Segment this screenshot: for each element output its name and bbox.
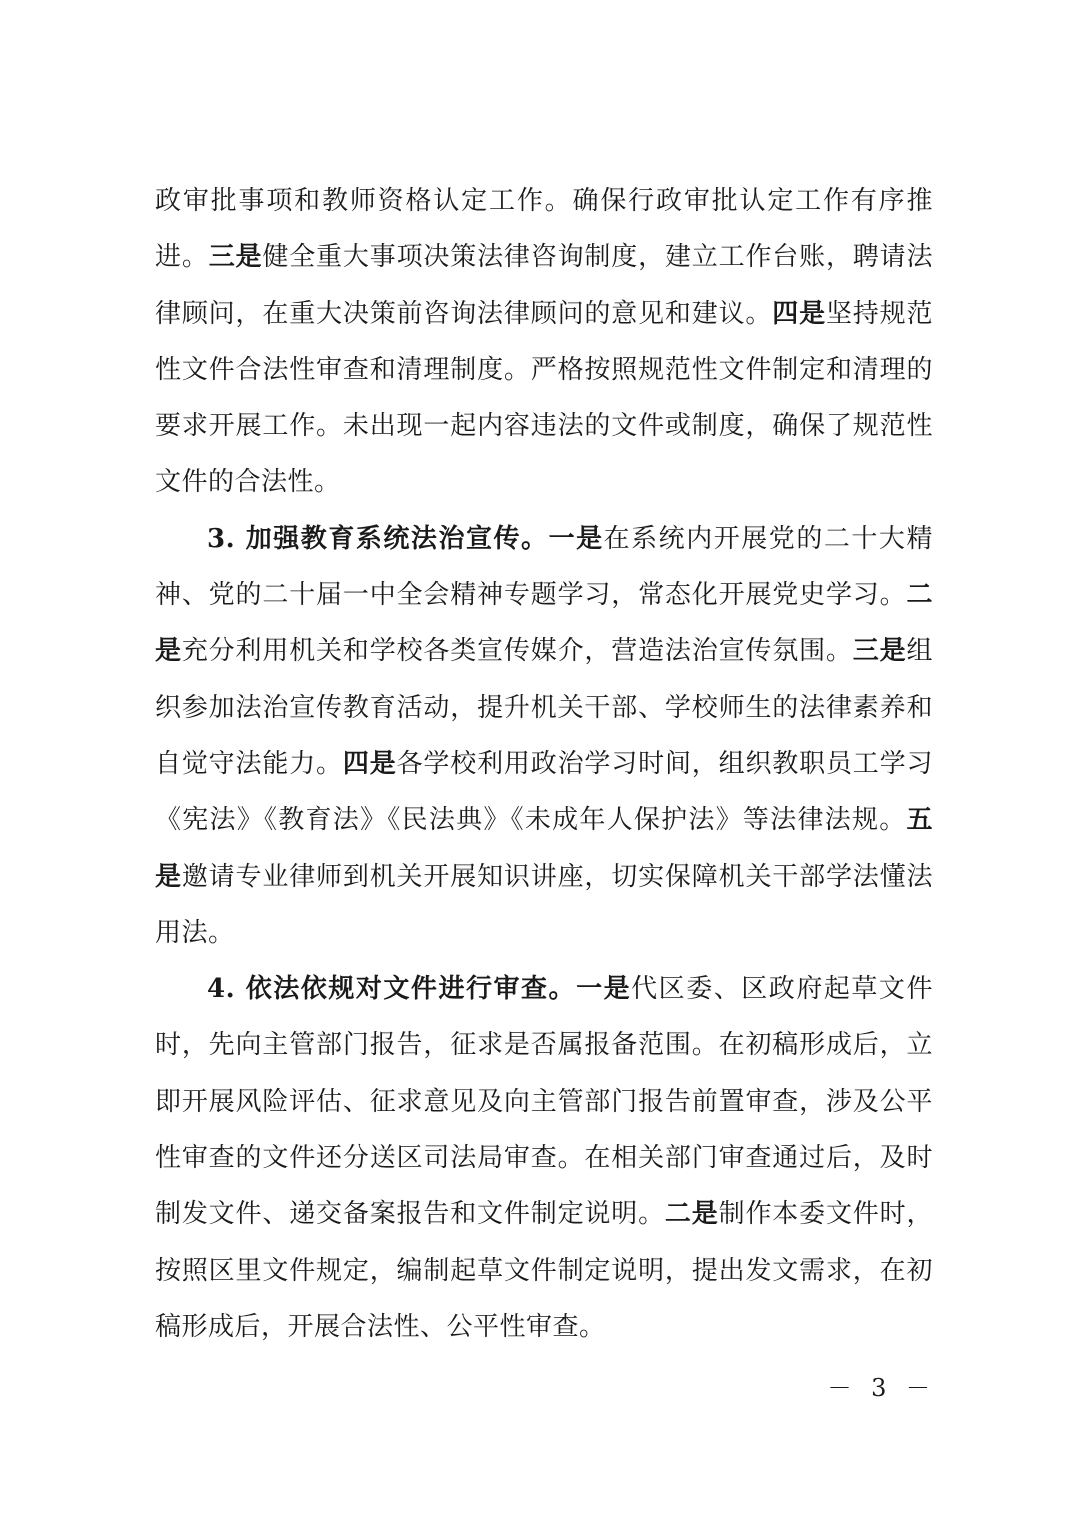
bold-text-segment: 五是 (155, 805, 933, 892)
text-segment: 邀请专业律师到机关开展知识讲座，切实保障机关干部学法懂法用法。 (155, 861, 933, 948)
bold-text-segment: 四是 (772, 298, 826, 329)
body-text (155, 173, 933, 1355)
text-segment: 制作本委文件时，按照区里文件规定，编制起草文件制定说明，提出发文需求，在初稿形成后，开展合法性、公平性审查。 (155, 1199, 933, 1342)
text-segment: 组织参加法治宣传教育活动，提升机关干部、学校师生的法律素养和自觉守法能力。 (155, 636, 933, 779)
bold-text-segment: 三是 (852, 636, 907, 667)
paragraph (155, 173, 933, 511)
text-segment: 代区委、区政府起草文件时，先向主管部门报告，征求是否属报备范围。在初稿形成后，立即开展风险评估、征求意见及向主管部门报告前置审查，涉及公平性审查的文件还分送区司法局审查。在相关部门审查通过后，及时制发文件、递交备案报告和文件制定说明。 (155, 974, 933, 1230)
bold-text-segment: 4. 依法依规对文件进行审查。 (207, 974, 577, 1005)
bold-text-segment: 四是 (342, 748, 397, 779)
text-segment: 充分利用机关和学校各类宣传媒介，营造法治宣传氛围。 (181, 636, 853, 667)
bold-text-segment: 三是 (208, 242, 263, 273)
bold-text-segment: 一是 (576, 974, 632, 1005)
bold-text-segment: 二是 (664, 1199, 719, 1230)
text-segment: 政审批事项和教师资格认定工作。确保行政审批认定工作有序推进。 (155, 186, 933, 273)
text-segment: 坚持规范性文件合法性审查和清理制度。严格按照规范性文件制定和清理的要求开展工作。未出现一起内容违法的文件或制度，确保了规范性文件的合法性。 (155, 298, 933, 498)
bold-text-segment: 二是 (155, 580, 933, 667)
text-segment: 健全重大事项决策法律咨询制度，建立工作台账，聘请法律顾问，在重大决策前咨询法律顾问的意见和建议。 (155, 242, 933, 329)
text-segment: 各学校利用政治学习时间，组织教职员工学习《宪法》《教育法》《民法典》《未成年人保护法》等法律法规。 (155, 748, 933, 836)
bold-text-segment: 3. 加强教育系统法治宣传。 (207, 523, 549, 554)
paragraph (155, 511, 933, 961)
text-segment: 在系统内开展党的二十大精神、党的二十届一中全会精神专题学习，常态化开展党史学习。 (155, 523, 933, 611)
bold-text-segment: 一是 (548, 523, 604, 554)
page-number: － 3 － (827, 1374, 936, 1402)
paragraph (155, 961, 933, 1355)
